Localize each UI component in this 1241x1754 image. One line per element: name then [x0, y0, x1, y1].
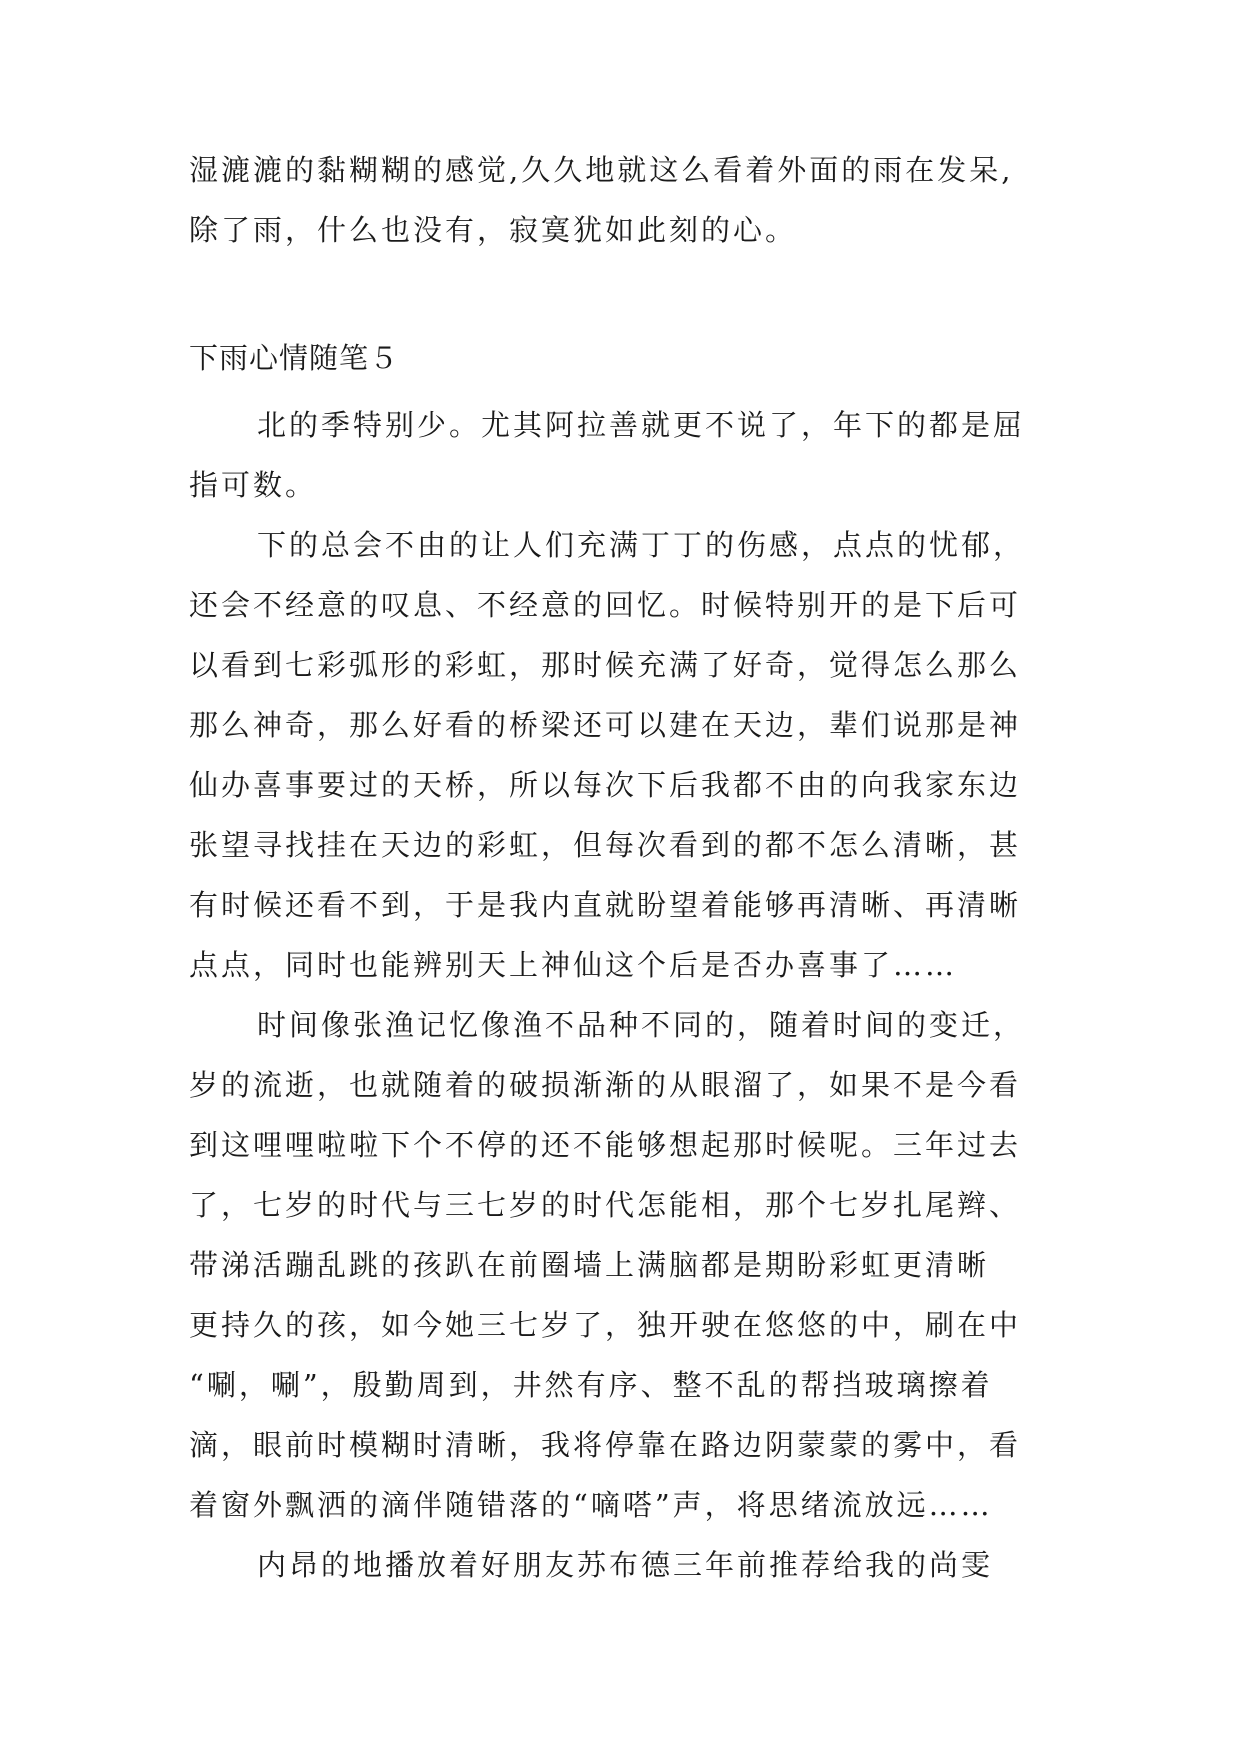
paragraph-line: 北的季特别少。尤其阿拉善就更不说了，年下的都是屈 [257, 408, 1026, 442]
paragraph-line: 那么神奇，那么好看的桥梁还可以建在天边，辈们说那是神 [189, 708, 1022, 742]
paragraph-line: 更持久的孩，如今她三七岁了，独开驶在悠悠的中，刷在中 [189, 1308, 1022, 1342]
paragraph-line: 除了雨，什么也没有，寂寞犹如此刻的心。 [189, 213, 798, 247]
paragraph-line: 岁的流逝，也就随着的破损渐渐的从眼溜了，如果不是今看 [189, 1068, 1022, 1102]
paragraph-3 [189, 995, 1089, 1535]
paragraph-2 [189, 515, 1089, 995]
body-paragraphs [189, 395, 1089, 1595]
paragraph-line: 内昂的地播放着好朋友苏布德三年前推荐给我的尚雯 [257, 1548, 994, 1582]
paragraph-line: 带涕活蹦乱跳的孩趴在前圈墙上满脑都是期盼彩虹更清晰 [189, 1248, 990, 1282]
paragraph-line: 到这哩哩啦啦下个不停的还不能够想起那时候呢。三年过去 [189, 1128, 1022, 1162]
paragraph-line: 张望寻找挂在天边的彩虹，但每次看到的都不怎么清晰，甚 [189, 828, 1022, 862]
paragraph-1 [189, 395, 1089, 515]
paragraph-line: 着窗外飘洒的滴伴随错落的“嘀嗒”声，将思绪流放远…… [189, 1488, 993, 1522]
paragraph-line: 了，七岁的时代与三七岁的时代怎能相，那个七岁扎尾辫、 [189, 1188, 1022, 1222]
section-title: 下雨心情随笔５ [189, 341, 400, 375]
paragraph-line: 还会不经意的叹息、不经意的回忆。时候特别开的是下后可 [189, 588, 1022, 622]
paragraph-line: 以看到七彩弧形的彩虹，那时候充满了好奇，觉得怎么那么 [189, 648, 1022, 682]
paragraph-line: “唰，唰”，殷勤周到，井然有序、整不乱的帮挡玻璃擦着 [189, 1368, 993, 1402]
paragraph-4 [189, 1535, 1089, 1595]
paragraph-line: 下的总会不由的让人们充满丁丁的伤感，点点的忧郁， [257, 528, 1026, 562]
paragraph-line: 湿漉漉的黏糊糊的感觉,久久地就这么看着外面的雨在发呆, [189, 153, 1014, 187]
paragraph-line: 有时候还看不到，于是我内直就盼望着能够再清晰、再清晰 [189, 888, 1022, 922]
paragraph-line: 滴，眼前时模糊时清晰，我将停靠在路边阴蒙蒙的雾中，看 [189, 1428, 1022, 1462]
top-paragraph [189, 140, 1089, 260]
paragraph-line: 仙办喜事要过的天桥，所以每次下后我都不由的向我家东边 [189, 768, 1022, 802]
paragraph-line: 指可数。 [189, 468, 318, 502]
paragraph-line: 时间像张渔记忆像渔不品种不同的，随着时间的变迁， [257, 1008, 1026, 1042]
paragraph-line: 点点，同时也能辨别天上神仙这个后是否办喜事了…… [189, 948, 958, 982]
